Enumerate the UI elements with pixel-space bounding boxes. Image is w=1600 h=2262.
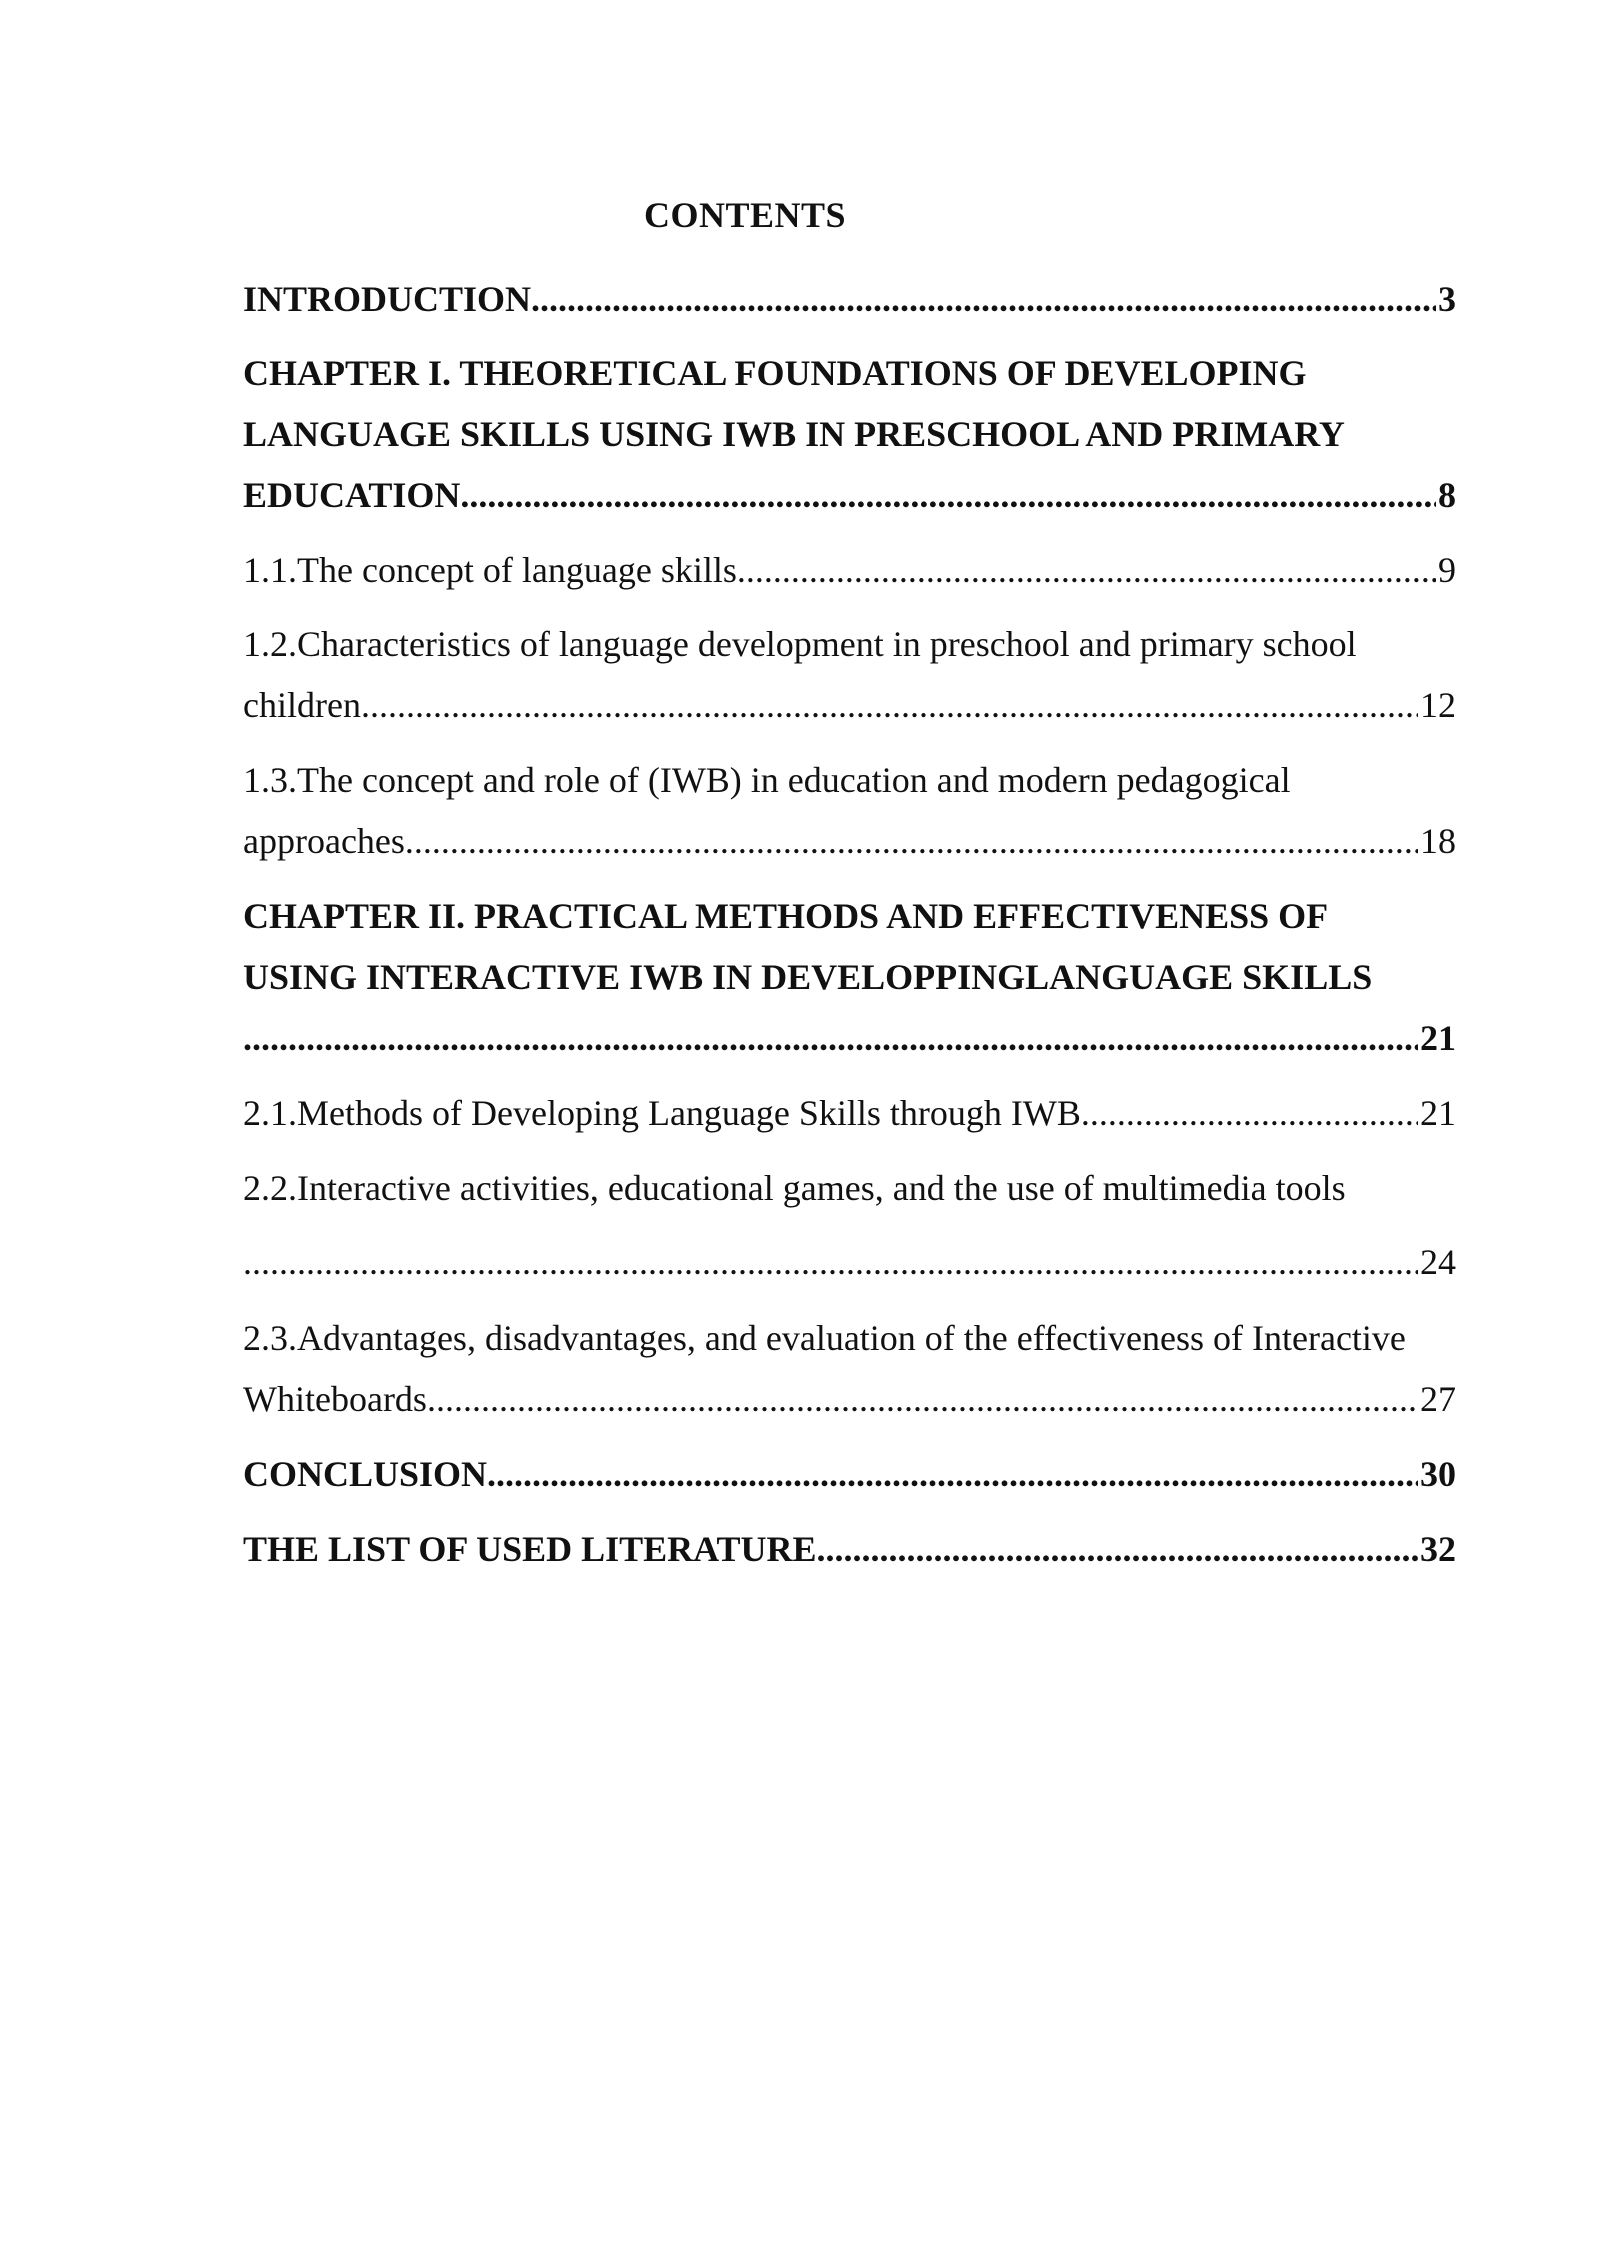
toc-entry-section-2-1[interactable]	[243, 1083, 1456, 1144]
toc-entry-section-1-2[interactable]	[243, 614, 1456, 736]
toc-entry-title-line: 1.3.The concept and role of (IWB) in education and modern pedagogical	[243, 760, 1291, 800]
toc-page-number: 8	[1438, 475, 1456, 515]
toc-entry-title-line: Whiteboards	[243, 1379, 427, 1419]
toc-entry-title-line: EDUCATION	[243, 475, 461, 515]
toc-page-number: 24	[1420, 1242, 1456, 1282]
toc-entry-conclusion[interactable]	[243, 1444, 1456, 1505]
toc-entry-chapter-1[interactable]	[243, 343, 1456, 526]
toc-entry-title-line: 2.2.Interactive activities, educational games, and the use of multimedia tools	[243, 1168, 1346, 1208]
page-title: CONTENTS	[643, 195, 847, 235]
dot-leader	[460, 465, 1436, 526]
line-spacing	[243, 1219, 1456, 1232]
toc-page-number: 32	[1420, 1529, 1456, 1569]
toc-entry-section-1-3[interactable]	[243, 750, 1456, 872]
dot-leader	[427, 1369, 1418, 1430]
toc-page-number: 9	[1438, 550, 1456, 590]
dot-leader	[405, 811, 1418, 872]
dot-leader	[487, 1444, 1418, 1505]
toc-entry-title: INTRODUCTION	[243, 279, 532, 319]
toc-entry-section-2-3[interactable]	[243, 1308, 1456, 1430]
dot-leader	[531, 269, 1436, 330]
toc-entry-title: 1.1.The concept of language skills	[243, 550, 737, 590]
dot-leader	[737, 540, 1436, 601]
toc-page-number: 21	[1420, 1093, 1456, 1133]
toc-page-number: 3	[1438, 279, 1456, 319]
toc-entry-title: CONCLUSION	[243, 1454, 488, 1494]
toc-entry-introduction[interactable]	[243, 269, 1456, 330]
toc-entry-title-line: LANGUAGE SKILLS USING IWB IN PRESCHOOL AND PRIMARY	[243, 414, 1345, 454]
toc-page-number: 30	[1420, 1454, 1456, 1494]
toc-entry-chapter-2[interactable]	[243, 886, 1456, 1069]
toc-entry-title: 2.1.Methods of Developing Language Skills through IWB	[243, 1093, 1081, 1133]
toc-page-number: 27	[1420, 1379, 1456, 1419]
toc-entry-title-line: CHAPTER II. PRACTICAL METHODS AND EFFECTIVENESS OF	[243, 896, 1329, 936]
toc-entry-title-line: approaches	[243, 821, 405, 861]
toc-entry-title-line: 2.3.Advantages, disadvantages, and evaluation of the effectiveness of Interactive	[243, 1318, 1406, 1358]
toc-entry-literature[interactable]	[243, 1519, 1456, 1580]
dot-leader	[243, 1232, 1418, 1293]
toc-page-number: 21	[1420, 1018, 1456, 1058]
toc-page-number: 12	[1420, 685, 1456, 725]
toc-entry-title-line: CHAPTER I. THEORETICAL FOUNDATIONS OF DEVELOPING	[243, 353, 1307, 393]
toc-entry-section-2-2[interactable]	[243, 1158, 1456, 1293]
dot-leader	[361, 675, 1418, 736]
toc-entry-title-line: USING INTERACTIVE IWB IN DEVELOPPINGLANGUAGE SKILLS	[243, 957, 1373, 997]
toc-entry-title-line: children	[243, 685, 361, 725]
toc-entry-title-line: 1.2.Characteristics of language development in preschool and primary school	[243, 624, 1357, 664]
toc-entry-section-1-1[interactable]	[243, 540, 1456, 601]
dot-leader	[243, 1008, 1418, 1069]
toc-entry-title: THE LIST OF USED LITERATURE	[243, 1529, 817, 1569]
toc-page-number: 18	[1420, 821, 1456, 861]
dot-leader	[1081, 1083, 1418, 1144]
dot-leader	[817, 1519, 1418, 1580]
